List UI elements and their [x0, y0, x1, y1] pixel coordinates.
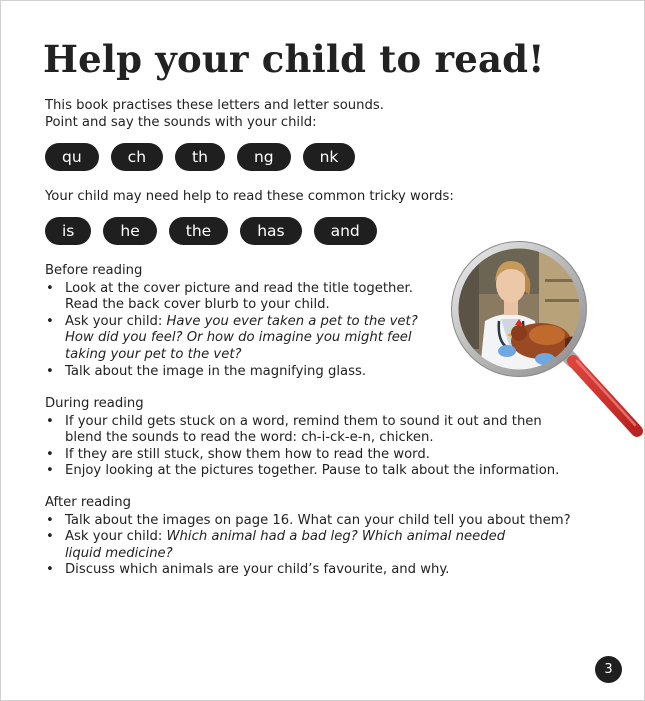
list-item-text: Look at the cover picture and read the title together.: [65, 280, 413, 296]
tricky-word-pill: has: [240, 217, 301, 245]
bullet-marker: •: [46, 562, 54, 578]
list-item-text: Discuss which animals are your child’s favourite, and why.: [65, 562, 450, 578]
bullet-marker: •: [46, 280, 54, 296]
bullet-marker: •: [46, 529, 54, 545]
list-item-question: taking your pet to the vet?: [65, 346, 242, 362]
list-item: [45, 463, 605, 480]
magnifier-handle: [561, 349, 637, 431]
tricky-words-intro: [45, 188, 454, 205]
list-item-question: liquid medicine?: [65, 545, 173, 561]
tricky-word-pill: and: [314, 217, 377, 245]
list-item-prefix: Ask your child:: [65, 529, 167, 545]
intro-text: [45, 97, 384, 131]
list-item-question: Have you ever taken a pet to the vet?: [166, 313, 418, 329]
list-item-question: How did you feel? Or how do imagine you might feel: [65, 330, 412, 346]
list-item-text: Talk about the image in the magnifying glass.: [65, 363, 367, 379]
page-title: Help your child to read!: [43, 37, 545, 81]
tricky-word-pill: is: [45, 217, 91, 245]
letter-sound-pill: ch: [111, 143, 163, 171]
section-heading: Before reading: [45, 263, 143, 278]
list-item-question: Which animal had a bad leg? Which animal needed: [166, 529, 506, 545]
bullet-marker: •: [46, 313, 54, 329]
bullet-marker: •: [46, 446, 54, 462]
tricky-word-pill: he: [103, 217, 156, 245]
section-heading: During reading: [45, 396, 144, 411]
list-item-text: blend the sounds to read the word: ch-i-ck-e-n, chicken.: [65, 430, 434, 446]
magnifying-glass-icon: [449, 239, 644, 444]
tricky-word-pill: the: [169, 217, 228, 245]
tricky-words-row: [45, 217, 377, 245]
list-item: [45, 513, 605, 530]
bullet-marker: •: [46, 413, 54, 429]
after-reading-section: [45, 495, 605, 579]
list-item-prefix: Ask your child:: [65, 313, 167, 329]
section-heading: After reading: [45, 495, 131, 510]
bullet-marker: •: [46, 463, 54, 479]
page-number-badge: 3: [595, 656, 622, 683]
list-item: [45, 447, 605, 464]
list-item-text: If they are still stuck, show them how to read the word.: [65, 446, 430, 462]
list-item-text: Enjoy looking at the pictures together. Pause to talk about the information.: [65, 463, 560, 479]
intro-line-1: This book practises these letters and letter sounds.: [45, 98, 384, 113]
list-item-text: Talk about the images on page 16. What can your child tell you about them?: [65, 512, 571, 528]
list-item-text: Read the back cover blurb to your child.: [65, 297, 330, 313]
list-item-text: If your child gets stuck on a word, remind them to sound it out and then: [65, 413, 542, 429]
list-item: [45, 562, 605, 579]
bullet-marker: •: [46, 512, 54, 528]
tricky-intro-line: Your child may need help to read these common tricky words:: [45, 189, 454, 204]
letter-sounds-row: [45, 143, 355, 171]
letter-sound-pill: ng: [237, 143, 291, 171]
intro-line-2: Point and say the sounds with your child:: [45, 115, 317, 130]
letter-sound-pill: th: [175, 143, 225, 171]
letter-sound-pill: qu: [45, 143, 99, 171]
bullet-marker: •: [46, 363, 54, 379]
letter-sound-pill: nk: [303, 143, 356, 171]
after-reading-list: [45, 513, 605, 579]
list-item: [45, 529, 605, 562]
